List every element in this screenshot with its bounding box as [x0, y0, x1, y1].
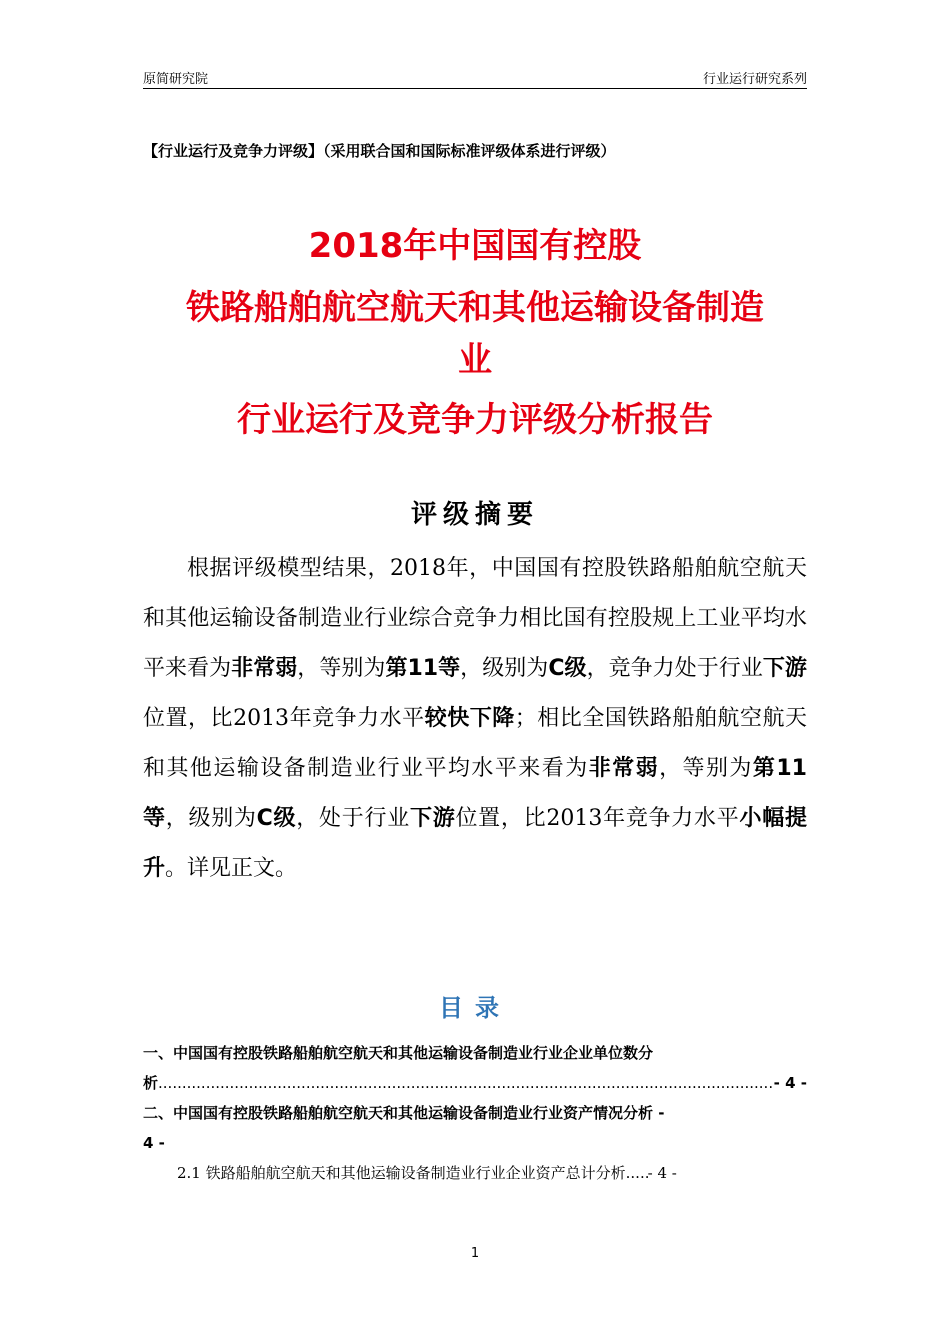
- toc-entry-2[interactable]: [143, 1098, 807, 1158]
- page-header: [143, 66, 807, 89]
- toc-entry-2-1[interactable]: [143, 1158, 807, 1188]
- title-line-4: 行业运行及竞争力评级分析报告: [237, 400, 713, 440]
- toc-leader-row: [143, 1068, 807, 1098]
- summary-text: ，级别为: [460, 656, 549, 681]
- summary-emphasis: C级: [548, 656, 587, 681]
- rating-note: 【行业运行及竞争力评级】（采用联合国和国际标准评级体系进行评级）: [143, 142, 616, 160]
- summary-text: 。详见正文。: [165, 856, 298, 881]
- toc-page-number: - 4 -: [773, 1074, 807, 1092]
- toc-leader-row: [177, 1158, 807, 1188]
- page-number: 1: [470, 1246, 480, 1261]
- summary-text: 位置，比2013年竞争力水平: [455, 806, 740, 831]
- summary-emphasis: C级: [256, 806, 297, 831]
- summary-heading: 评级摘要: [410, 500, 539, 530]
- toc-entry-text: 4 -: [143, 1134, 165, 1152]
- summary-text: ，竞争力处于行业: [586, 656, 763, 681]
- toc-entry-text: 析: [143, 1074, 159, 1092]
- summary-emphasis: 第11等: [143, 756, 807, 831]
- title-line-1: 2018年中国国有控股: [308, 226, 642, 266]
- summary-emphasis: 非常弱: [588, 756, 660, 781]
- title-line-3: 业: [458, 340, 492, 380]
- header-series: 行业运行研究系列: [702, 72, 807, 87]
- toc-leader-dots: [158, 1068, 774, 1098]
- summary-emphasis: 下游: [409, 806, 456, 831]
- summary-text: 位置，比2013年竞争力水平: [143, 706, 425, 731]
- table-of-contents: [143, 1038, 807, 1188]
- summary-paragraph: [143, 544, 807, 894]
- summary-emphasis: 下游: [762, 656, 807, 681]
- title-line-2: 铁路船舶航空航天和其他运输设备制造: [186, 288, 764, 328]
- summary-emphasis: 小幅提升: [143, 806, 807, 881]
- toc-entry-1[interactable]: [143, 1038, 807, 1098]
- summary-text: 根据评级模型结果，2018年，中国国有控股铁路船舶航空航天和其他运输设备制造业行业综合竞争力相比国有控股规上工业平均水平来看为: [143, 556, 807, 681]
- toc-entry-text: 一、中国国有控股铁路船舶航空航天和其他运输设备制造业行业企业单位数分: [143, 1044, 654, 1062]
- toc-page-number: - 4 -: [647, 1164, 677, 1182]
- toc-heading: 目录: [439, 994, 511, 1022]
- summary-text: ，等别为: [659, 756, 753, 781]
- summary-emphasis: 较快下降: [424, 706, 515, 731]
- summary-emphasis: 第11等: [385, 656, 461, 681]
- summary-emphasis: 非常弱: [231, 656, 298, 681]
- summary-text: ，等别为: [297, 656, 386, 681]
- summary-text: ，处于行业: [296, 806, 410, 831]
- summary-text: ；相比全国铁路船舶航空航天和其他运输设备制造业行业平均水平来看为: [143, 706, 807, 781]
- summary-text: ，级别为: [165, 806, 257, 831]
- header-organization: 原简研究院: [143, 72, 209, 87]
- toc-leader-dots: [626, 1158, 648, 1188]
- toc-entry-text: 二、中国国有控股铁路船舶航空航天和其他运输设备制造业行业资产情况分析 -: [143, 1104, 665, 1122]
- toc-entry-text: 2.1 铁路船舶航空航天和其他运输设备制造业行业企业资产总计分析: [177, 1164, 626, 1182]
